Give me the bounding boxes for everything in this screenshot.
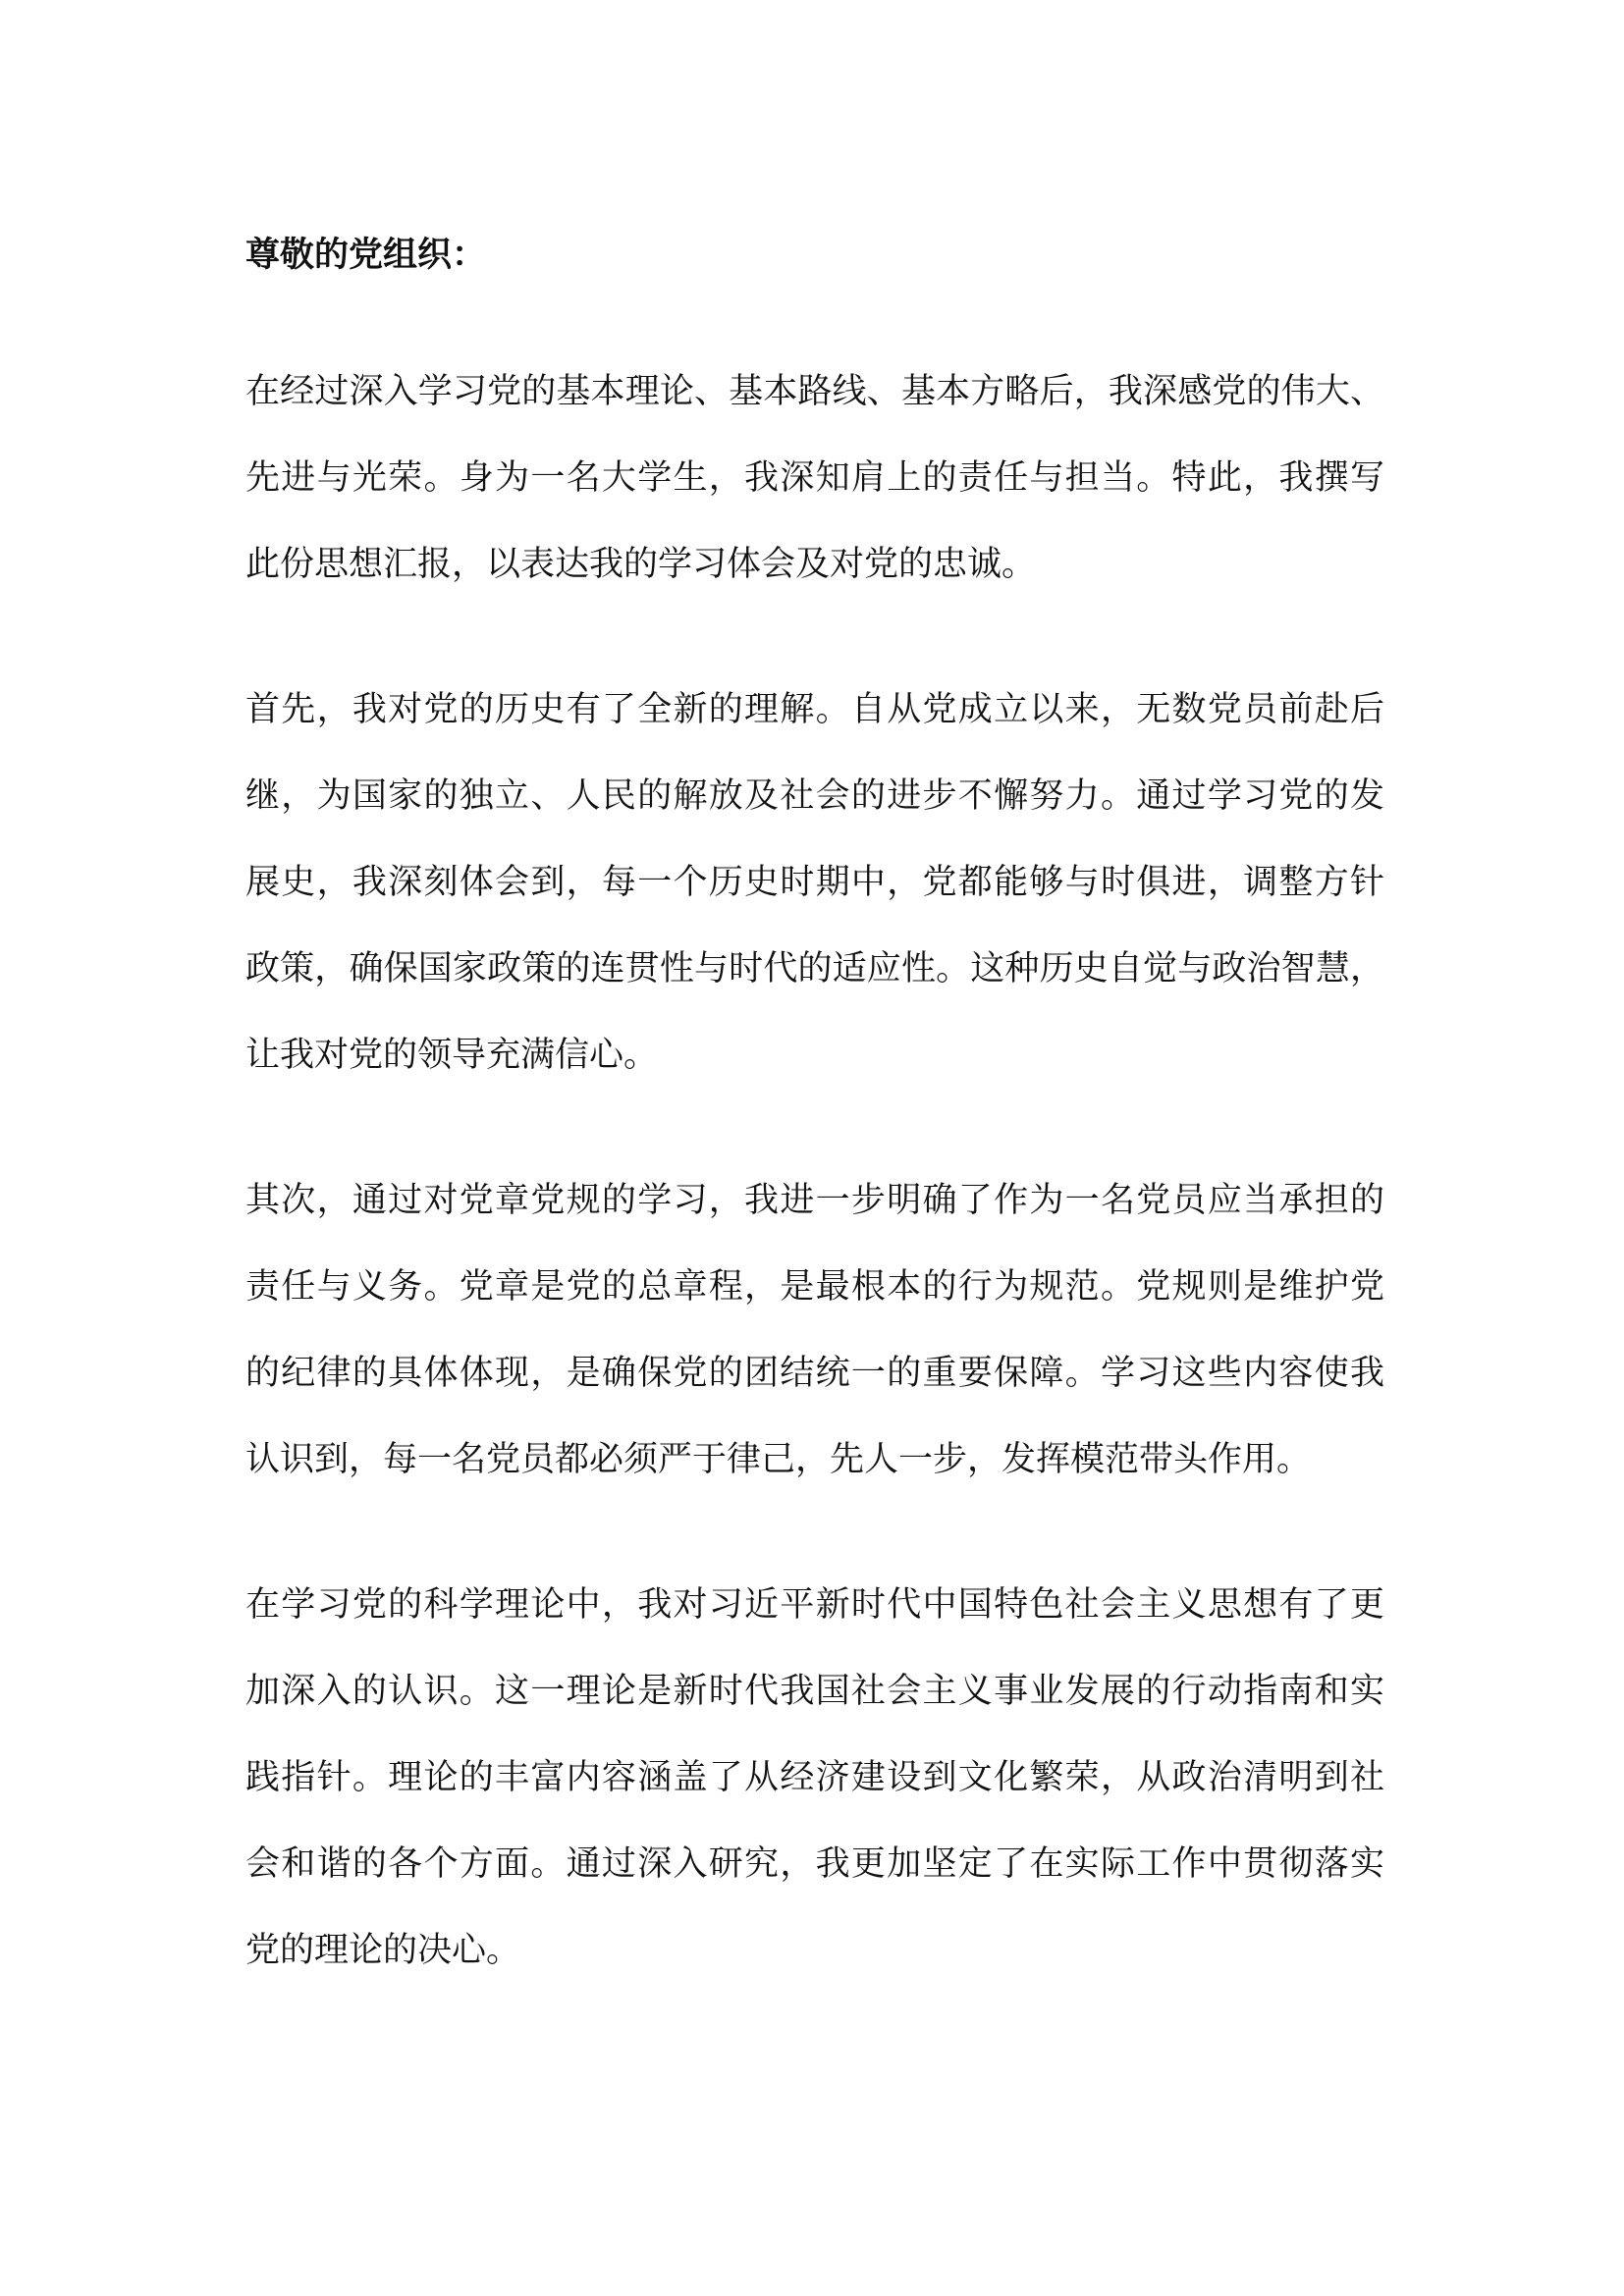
paragraph-line: 此份思想汇报，以表达我的学习体会及对党的忠诚。 xyxy=(245,545,1037,584)
paragraph-line: 会和谐的各个方面。通过深入研究，我更加坚定了在实际工作中贯彻落实 xyxy=(245,1844,1384,1884)
paragraph-line: 其次，通过对党章党规的学习，我进一步明确了作为一名党员应当承担的 xyxy=(245,1181,1384,1220)
paragraph-line: 践指针。理论的丰富内容涵盖了从经济建设到文化繁荣，从政治清明到社 xyxy=(245,1758,1384,1797)
paragraph-line: 先进与光荣。身为一名大学生，我深知肩上的责任与担当。特此，我撰写 xyxy=(245,458,1384,498)
salutation: 尊敬的党组织： xyxy=(245,236,487,275)
paragraph-4 xyxy=(245,1562,1384,1994)
paragraph-line: 展史，我深刻体会到，每一个历史时期中，党都能够与时俱进，调整方针 xyxy=(245,863,1384,902)
paragraph-line: 政策，确保国家政策的连贯性与时代的适应性。这种历史自觉与政治智慧， xyxy=(245,949,1384,988)
paragraph-line: 让我对党的领导充满信心。 xyxy=(245,1036,659,1075)
paragraph-line: 认识到，每一名党员都必须严于律己，先人一步，发挥模范带头作用。 xyxy=(245,1440,1312,1479)
paragraph-line: 的纪律的具体体现，是确保党的团结统一的重要保障。学习这些内容使我 xyxy=(245,1354,1384,1393)
paragraph-1 xyxy=(245,348,1384,608)
paragraph-line: 在学习党的科学理论中，我对习近平新时代中国特色社会主义思想有了更 xyxy=(245,1585,1384,1625)
paragraph-line: 在经过深入学习党的基本理论、基本路线、基本方略后，我深感党的伟大、 xyxy=(245,372,1384,411)
paragraph-2 xyxy=(245,667,1384,1098)
paragraph-line: 继，为国家的独立、人民的解放及社会的进步不懈努力。通过学习党的发 xyxy=(245,776,1384,816)
paragraph-line: 加深入的认识。这一理论是新时代我国社会主义事业发展的行动指南和实 xyxy=(245,1672,1384,1711)
paragraph-3 xyxy=(245,1157,1384,1503)
paragraph-line: 党的理论的决心。 xyxy=(245,1931,521,1970)
paragraph-line: 责任与义务。党章是党的总章程，是最根本的行为规范。党规则是维护党 xyxy=(245,1267,1384,1307)
paragraph-line: 首先，我对党的历史有了全新的理解。自从党成立以来，无数党员前赴后 xyxy=(245,690,1384,729)
document-body xyxy=(245,221,1384,1994)
